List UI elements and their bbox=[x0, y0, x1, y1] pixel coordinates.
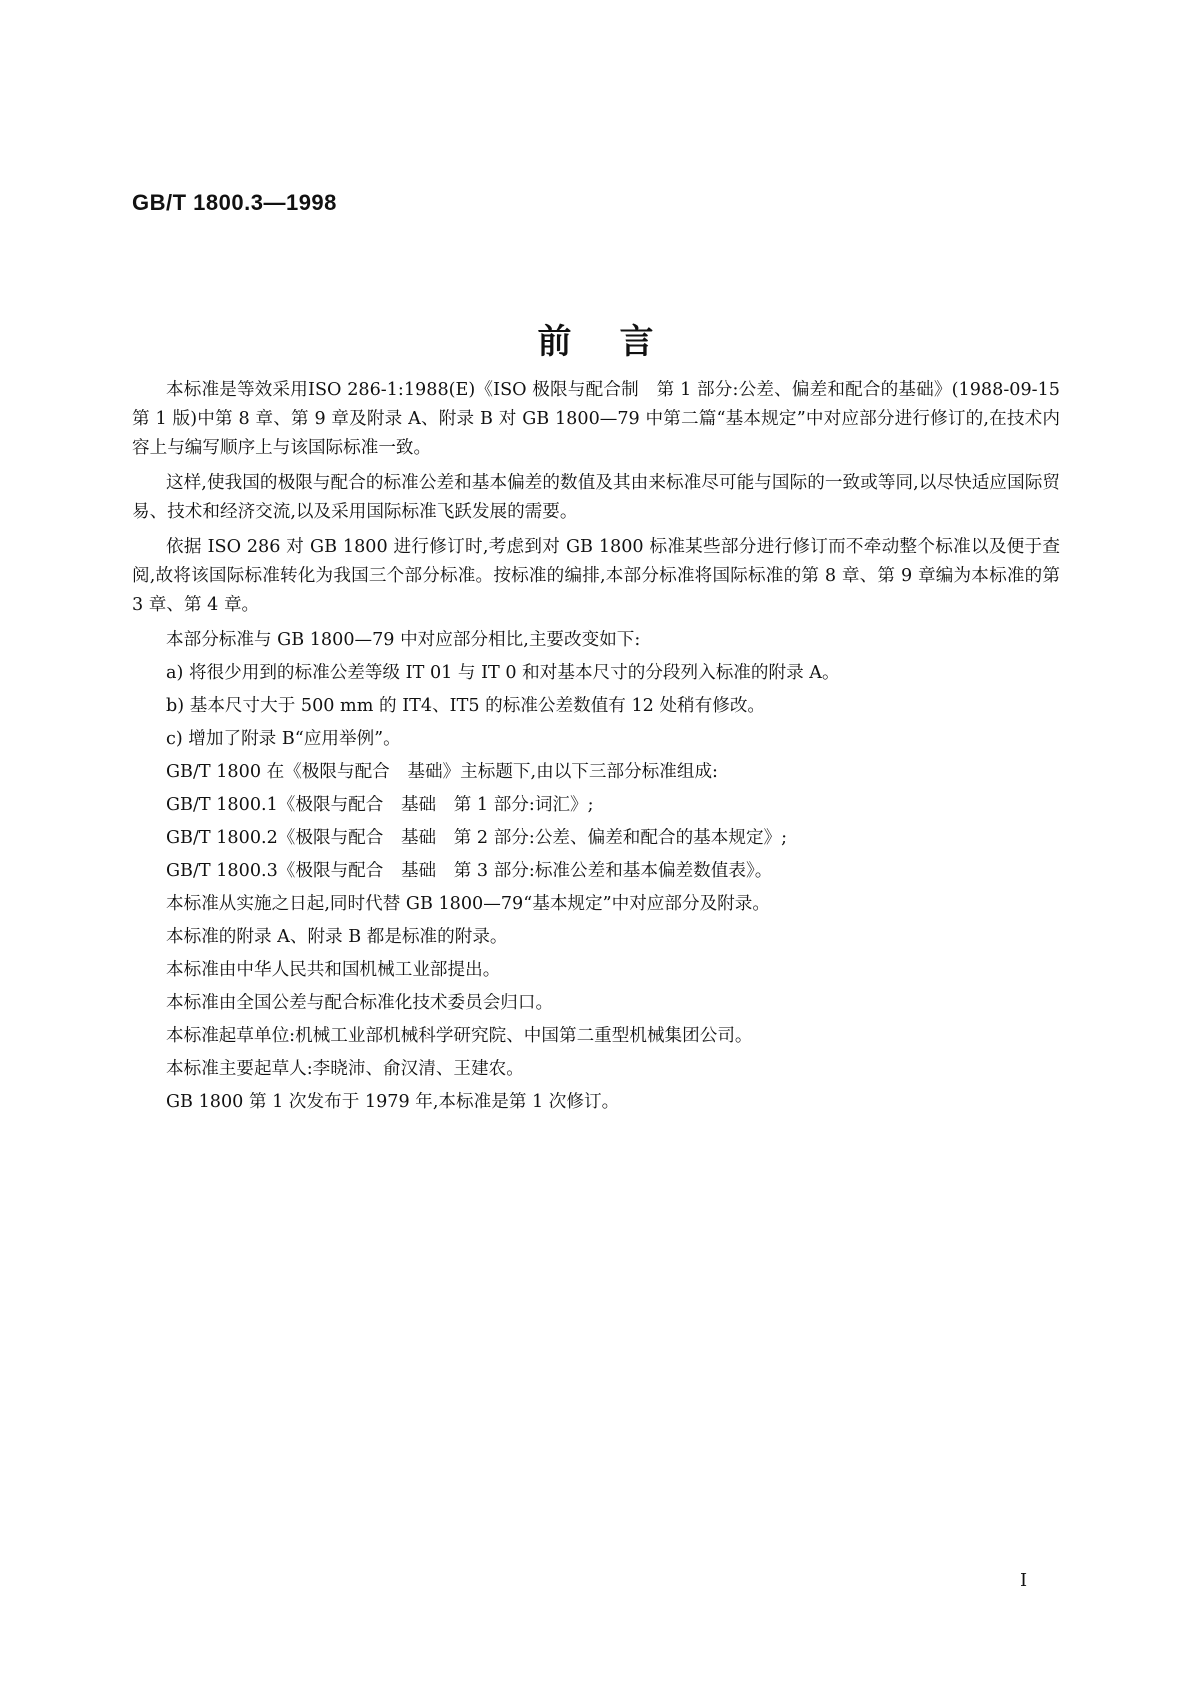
paragraph: 依据 ISO 286 对 GB 1800 进行修订时,考虑到对 GB 1800 标准某些部分进行修订而不牵动整个标准以及便于查阅,故将该国际标准转化为我国三个部分标准。按标准的编排,本部分标准将国际标准的第 8 章、第 9 章编为本标准的第 3 章、第 4 章。 bbox=[132, 537, 1060, 615]
standard-part-line: GB/T 1800.2《极限与配合 基础 第 2 部分:公差、偏差和配合的基本规定》; bbox=[166, 828, 788, 848]
list-item: b) 基本尺寸大于 500 mm 的 IT4、IT5 的标准公差数值有 12 处稍有修改。 bbox=[166, 696, 766, 716]
page-title: 前言 bbox=[537, 322, 702, 362]
page-number: I bbox=[1020, 1570, 1028, 1591]
text-line: 本标准从实施之日起,同时代替 GB 1800—79“基本规定”中对应部分及附录。 bbox=[166, 894, 770, 914]
text-line: 本标准主要起草人:李晓沛、俞汉清、王建农。 bbox=[166, 1059, 524, 1079]
list-item: a) 将很少用到的标准公差等级 IT 01 与 IT 0 和对基本尺寸的分段列入标准的附录 A。 bbox=[166, 663, 840, 683]
text-line: GB/T 1800 在《极限与配合 基础》主标题下,由以下三部分标准组成: bbox=[166, 762, 718, 782]
text-line: GB 1800 第 1 次发布于 1979 年,本标准是第 1 次修订。 bbox=[166, 1092, 620, 1112]
standard-code: GB/T 1800.3—1998 bbox=[132, 190, 337, 215]
document-body bbox=[132, 376, 1060, 1121]
paragraph: 本标准是等效采用ISO 286-1:1988(E)《ISO 极限与配合制 第 1 部分:公差、偏差和配合的基础》(1988-09-15 第 1 版)中第 8 章、第 9 章及附录 A、附录 B 对 GB 1800—79 中第二篇“基本规定”中对应部分进行修订的,在技术内容上与编写顺序上与该国际标准一致。 bbox=[132, 380, 1060, 458]
text-line: 本标准由全国公差与配合标准化技术委员会归口。 bbox=[166, 993, 554, 1013]
text-line: 本标准起草单位:机械工业部机械科学研究院、中国第二重型机械集团公司。 bbox=[166, 1026, 753, 1046]
text-line: 本标准的附录 A、附录 B 都是标准的附录。 bbox=[166, 927, 508, 947]
standard-part-line: GB/T 1800.3《极限与配合 基础 第 3 部分:标准公差和基本偏差数值表》。 bbox=[166, 861, 773, 881]
list-item: c) 增加了附录 B“应用举例”。 bbox=[166, 729, 401, 749]
text-line: 本标准由中华人民共和国机械工业部提出。 bbox=[166, 960, 501, 980]
paragraph: 这样,使我国的极限与配合的标准公差和基本偏差的数值及其由来标准尽可能与国际的一致或等同,以尽快适应国际贸易、技术和经济交流,以及采用国际标准飞跃发展的需要。 bbox=[132, 473, 1060, 522]
text-line: 本部分标准与 GB 1800—79 中对应部分相比,主要改变如下: bbox=[166, 630, 641, 650]
standard-part-line: GB/T 1800.1《极限与配合 基础 第 1 部分:词汇》; bbox=[166, 795, 594, 815]
